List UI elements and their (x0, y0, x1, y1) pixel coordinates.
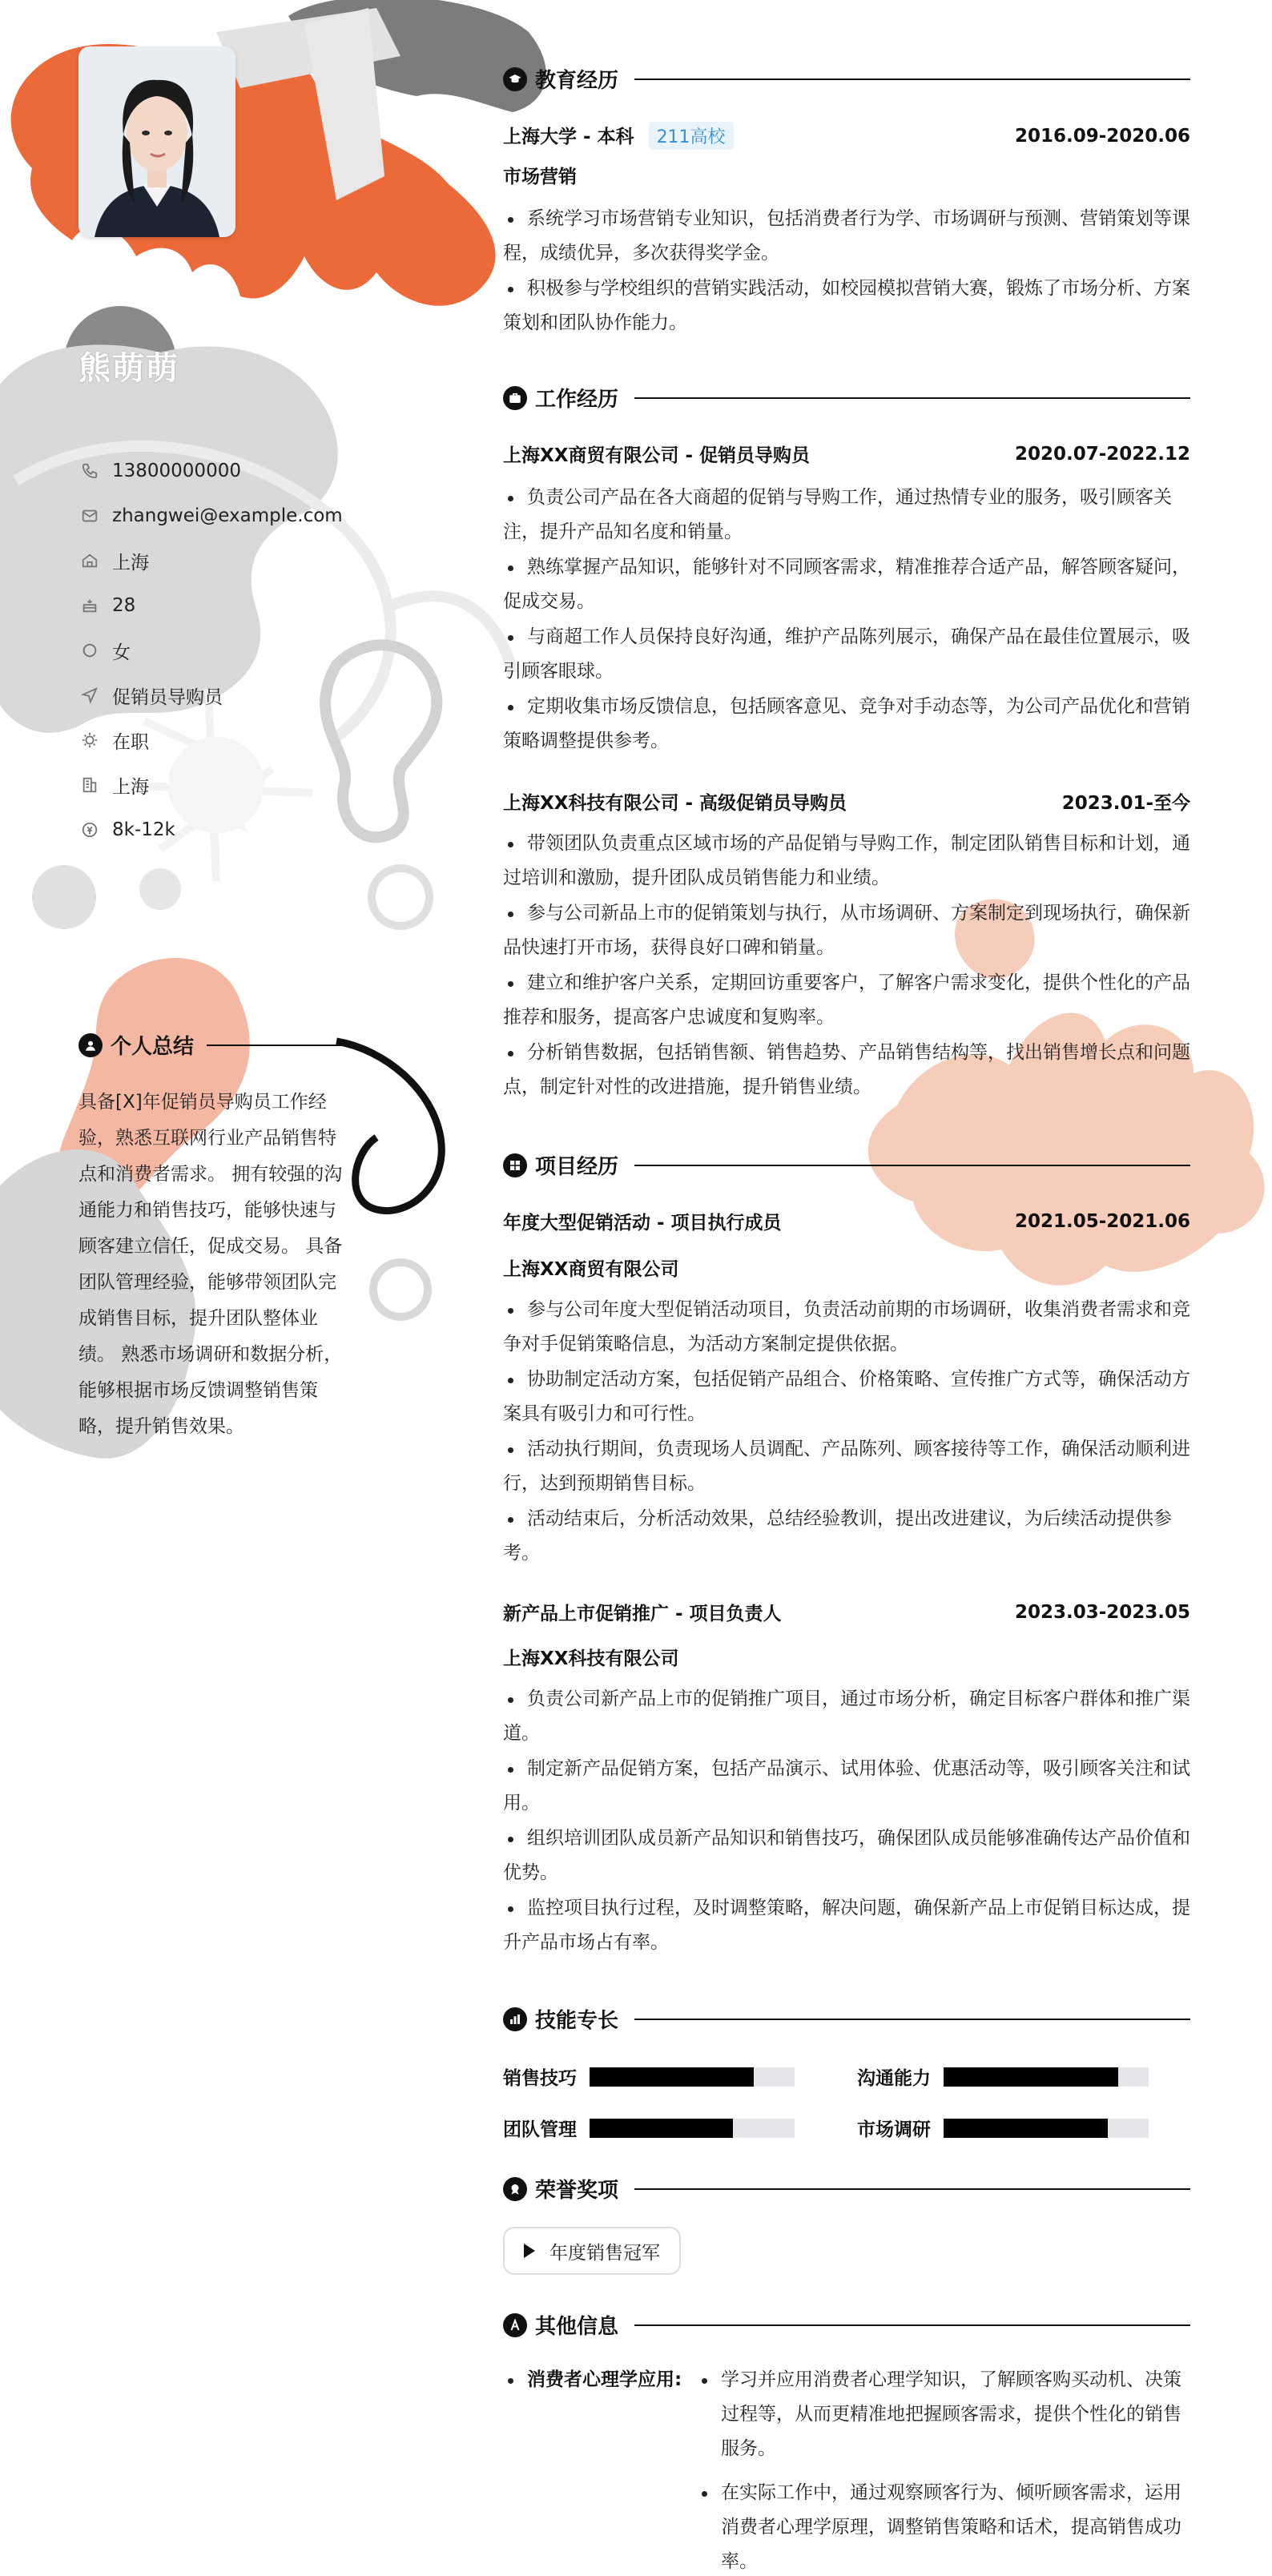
summary-title: 个人总结 (111, 1035, 195, 1059)
user-icon (78, 1033, 103, 1057)
avatar (78, 46, 235, 237)
building-icon (78, 774, 101, 796)
project-2-header (503, 1599, 1190, 1625)
info-gender (78, 628, 431, 673)
education-school-row (503, 122, 734, 150)
project-2-date: 2023.03-2023.05 (1014, 1601, 1190, 1623)
other-title: 其他信息 (535, 2315, 619, 2339)
project-1-company: 上海XX商贸有限公司 (503, 1259, 679, 1280)
letter-a-icon (503, 2313, 527, 2337)
gender-icon (78, 639, 101, 662)
chart-icon (503, 2007, 527, 2031)
graduation-cap-icon (503, 67, 527, 91)
skills-title: 技能专长 (535, 2009, 619, 2033)
project-1-title: 年度大型促销活动 - 项目执行成员 (503, 1213, 782, 1234)
education-entry-header (503, 122, 1190, 150)
list-item: 参与公司年度大型促销活动项目，负责活动前期的市场调研，收集消费者需求和竞争对手促销策略信息，为活动方案制定提供依据。 (503, 1293, 1190, 1362)
work-header (503, 383, 1190, 413)
list-item: 分析销售数据，包括销售额、销售趋势、产品销售结构等，找出销售增长点和问题点，制定针对性的改进措施，提升销售业绩。 (503, 1036, 1190, 1105)
cake-icon (78, 594, 101, 617)
info-status-text: 在职 (112, 731, 149, 753)
project-1-header (503, 1208, 1190, 1234)
list-item: 积极参与学校组织的营销实践活动，如校园模拟营销大赛，锻炼了市场分析、方案策划和团队协作能力。 (503, 272, 1190, 340)
info-status (78, 718, 431, 763)
award-icon (503, 2177, 527, 2201)
honor-badge (503, 2227, 681, 2275)
candidate-name: 熊萌萌 (78, 350, 179, 387)
summary-divider (207, 1044, 343, 1046)
skills-header (503, 2004, 1190, 2034)
skill-4-bar (944, 2119, 1149, 2138)
skill-1 (503, 2063, 795, 2090)
projects-header (503, 1150, 1190, 1180)
info-position-text: 促销员导购员 (112, 686, 223, 708)
job-2-bullets (503, 827, 1190, 1105)
work-title: 工作经历 (535, 388, 619, 412)
education-major: 市场营销 (503, 167, 577, 187)
projects-divider (634, 1165, 1190, 1166)
list-item: 负责公司产品在各大商超的促销与导购工作，通过热情专业的服务，吸引顾客关注，提升产品知名度和销量。 (503, 481, 1190, 549)
job-1-header (503, 441, 1190, 467)
list-item: 定期收集市场反馈信息，包括顾客意见、竞争对手动态等，为公司产品优化和营销策略调整提供参考。 (503, 690, 1190, 759)
other-label: 消费者心理学应用: (503, 2363, 697, 2576)
summary-text: 具备[X]年促销员导购员工作经验，熟悉互联网行业产品销售特点和消费者需求。 拥有较强的沟通能力和销售技巧，能够快速与顾客建立信任，促成交易。 具备团队管理经验，能够带领团队完成销售目标，提升团队整体业绩。 熟悉市场调研和数据分析，能够根据市场反馈调整销售策略，提升销售效果。 (78, 1092, 343, 1437)
job-1-title: 上海XX商贸有限公司 - 促销员导购员 (503, 445, 811, 466)
skill-3-name: 团队管理 (503, 2119, 577, 2140)
education-divider (634, 78, 1190, 80)
avatar-portrait-icon (78, 46, 235, 237)
info-work-city (78, 763, 431, 807)
education-date: 2016.09-2020.06 (1014, 125, 1190, 147)
list-item: 协助制定活动方案，包括促销产品组合、价格策略、宣传推广方式等，确保活动方案具有吸引力和可行性。 (503, 1362, 1190, 1431)
education-tag: 211高校 (649, 122, 734, 150)
info-age (78, 583, 431, 628)
info-salary (78, 807, 431, 852)
sidebar (0, 0, 449, 2576)
grid-icon (503, 1153, 527, 1177)
skill-1-name: 销售技巧 (503, 2068, 577, 2089)
main-content (503, 0, 1190, 2576)
project-1-date: 2021.05-2021.06 (1014, 1210, 1190, 1232)
skill-1-bar (590, 2067, 795, 2087)
info-salary-text: 8k-12k (112, 819, 175, 840)
project-2-title: 新产品上市促销推广 - 项目负责人 (503, 1604, 782, 1624)
info-work-city-text: 上海 (112, 776, 149, 798)
phone-icon (78, 460, 101, 482)
honors-divider (634, 2188, 1190, 2190)
education-school: 上海大学 - 本科 (503, 127, 634, 147)
other-divider (634, 2324, 1190, 2326)
send-icon (78, 684, 101, 706)
skills-divider (634, 2019, 1190, 2020)
other-info (503, 2363, 1190, 2576)
honor-text: 年度销售冠军 (549, 2242, 660, 2264)
skill-2-bar (944, 2067, 1149, 2087)
status-icon (78, 729, 101, 751)
list-item: 建立和维护客户关系，定期回访重要客户，了解客户需求变化，提供个性化的产品推荐和服务，提高客户忠诚度和复购率。 (503, 966, 1190, 1035)
job-1-bullets (503, 481, 1190, 759)
info-location (78, 538, 431, 583)
list-item: 监控项目执行过程，及时调整策略，解决问题，确保新产品上市促销目标达成，提升产品市场占有率。 (503, 1891, 1190, 1960)
list-item: 系统学习市场营销专业知识，包括消费者行为学、市场调研与预测、营销策划等课程，成绩优异，多次获得奖学金。 (503, 202, 1190, 271)
honors-header (503, 2174, 1190, 2204)
info-age-text: 28 (112, 595, 136, 616)
project-2-bullets (503, 1682, 1190, 1961)
skill-4-fill (944, 2119, 1108, 2138)
project-1-bullets (503, 1293, 1190, 1572)
education-title: 教育经历 (535, 69, 619, 93)
work-divider (634, 397, 1190, 399)
list-item: 负责公司新产品上市的促销推广项目，通过市场分析，确定目标客户群体和推广渠道。 (503, 1682, 1190, 1751)
job-2-title: 上海XX科技有限公司 - 高级促销员导购员 (503, 793, 847, 814)
list-item: 组织培训团队成员新产品知识和销售技巧，确保团队成员能够准确传达产品价值和优势。 (503, 1821, 1190, 1890)
skill-2-name: 沟通能力 (857, 2068, 931, 2089)
info-gender-text: 女 (112, 642, 131, 663)
project-2-company: 上海XX科技有限公司 (503, 1648, 679, 1669)
projects-title: 项目经历 (535, 1155, 619, 1179)
contact-info-list (78, 449, 431, 852)
play-icon (524, 2244, 535, 2258)
list-item: 制定新产品促销方案，包括产品演示、试用体验、优惠活动等，吸引顾客关注和试用。 (503, 1752, 1190, 1821)
skill-4-name: 市场调研 (857, 2119, 931, 2140)
info-email (78, 493, 431, 538)
other-bullets (697, 2363, 1190, 2576)
info-phone (78, 449, 431, 493)
education-bullets (503, 202, 1190, 341)
briefcase-icon (503, 386, 527, 410)
skill-4 (857, 2115, 1149, 2141)
list-item: 参与公司新品上市的促销策划与执行，从市场调研、方案制定到现场执行，确保新品快速打开市场，获得良好口碑和销量。 (503, 896, 1190, 965)
list-item: 活动结束后，分析活动效果，总结经验教训，提出改进建议，为后续活动提供参考。 (503, 1502, 1190, 1571)
skill-3-fill (590, 2119, 733, 2138)
honors-title: 荣誉奖项 (535, 2179, 619, 2203)
job-1-date: 2020.07-2022.12 (1014, 443, 1190, 465)
list-item: 与商超工作人员保持良好沟通，维护产品陈列展示，确保产品在最佳位置展示，吸引顾客眼球。 (503, 620, 1190, 689)
skill-3 (503, 2115, 795, 2141)
salary-icon (78, 819, 101, 841)
list-item: 带领团队负责重点区域市场的产品促销与导购工作，制定团队销售目标和计划，通过培训和激励，提升团队成员销售能力和业绩。 (503, 827, 1190, 896)
job-2-header (503, 788, 1190, 815)
info-location-text: 上海 (112, 552, 149, 574)
education-header (503, 64, 1190, 94)
job-2-date: 2023.01-至今 (1061, 793, 1190, 814)
list-item: 在实际工作中，通过观察顾客行为、倾听顾客需求，运用消费者心理学原理，调整销售策略和话术，提高销售成功率。 (697, 2476, 1190, 2576)
list-item: 活动执行期间，负责现场人员调配、产品陈列、顾客接待等工作，确保活动顺利进行，达到预期销售目标。 (503, 1432, 1190, 1501)
list-item: 学习并应用消费者心理学知识，了解顾客购买动机、决策过程等，从而更精准地把握顾客需求，提供个性化的销售服务。 (697, 2363, 1190, 2466)
skill-2-fill (944, 2067, 1118, 2087)
home-icon (78, 549, 101, 572)
other-header (503, 2310, 1190, 2340)
skill-3-bar (590, 2119, 795, 2138)
info-position (78, 673, 431, 718)
mail-icon (78, 505, 101, 527)
skill-1-fill (590, 2067, 754, 2087)
skill-2 (857, 2063, 1149, 2090)
summary-header (78, 1030, 343, 1060)
list-item: 熟练掌握产品知识，能够针对不同顾客需求，精准推荐合适产品，解答顾客疑问，促成交易。 (503, 550, 1190, 619)
info-email-text: zhangwei@example.com (112, 505, 343, 526)
info-phone-text: 13800000000 (112, 461, 241, 481)
